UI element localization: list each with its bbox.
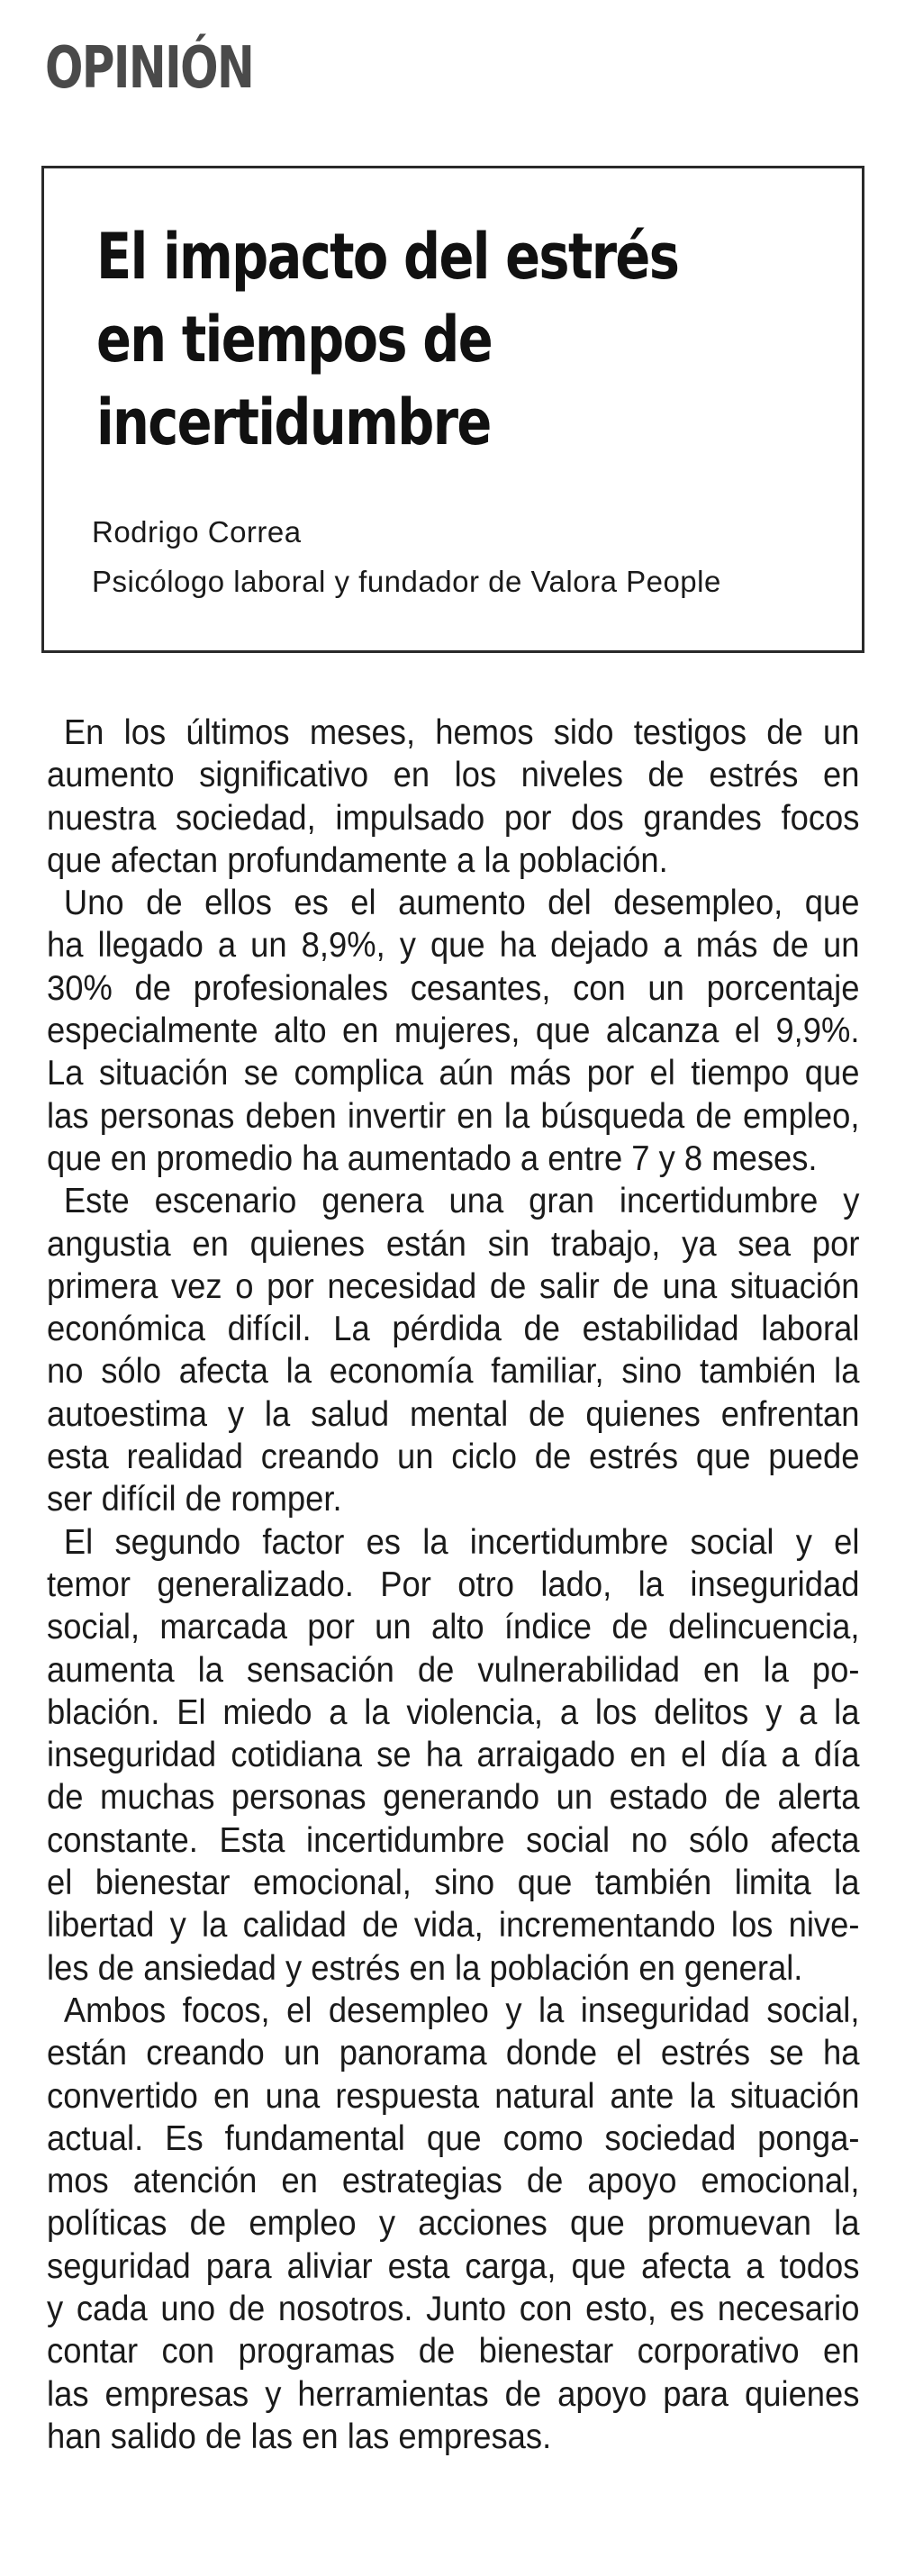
body-line: contar con programas de bienestar corporativo en [47, 2332, 860, 2372]
body-line: En los últimos meses, hemos sido testigos de un [63, 713, 860, 752]
body-line: de muchas personas generando un estado de alerta [47, 1778, 860, 1818]
body-line: inseguridad cotidiana se ha arraigado en el día a día [47, 1736, 860, 1775]
body-line: el bienestar emocional, sino que también limita la [47, 1864, 860, 1903]
article-body [47, 712, 859, 2458]
headline-line: El impacto del estrés [96, 220, 679, 294]
body-line: que en promedio ha aumentado a entre 7 y 8 meses. [47, 1138, 818, 1178]
body-line: Uno de ellos es el aumento del desempleo, que [63, 884, 860, 923]
body-line: La situación se complica aún más por el tiempo que [47, 1054, 860, 1093]
body-line: blación. El miedo a la violencia, a los delitos y a la [47, 1692, 860, 1732]
body-line: Ambos focos, el desempleo y la inseguridad social, [63, 1991, 860, 2030]
body-line: les de ansiedad y estrés en la población en general. [47, 1948, 803, 1988]
article-headline [96, 215, 761, 464]
body-line: angustia en quienes están sin trabajo, ya sea por [47, 1224, 860, 1264]
body-line: ha llegado a un 8,9%, y que ha dejado a más de un [47, 926, 860, 966]
author-name: Rodrigo Correa [92, 515, 302, 549]
section-label: OPINIÓN [45, 35, 254, 102]
body-line: las empresas y herramientas de apoyo para quienes [47, 2374, 860, 2414]
body-line: libertad y la calidad de vida, incrementando los nive- [47, 1906, 860, 1946]
headline-line: en tiempos de [96, 303, 493, 376]
body-line: El segundo factor es la incertidumbre social y el [63, 1522, 860, 1562]
body-line: primera vez o por necesidad de salir de una situación [47, 1266, 860, 1306]
body-line: seguridad para aliviar esta carga, que afecta a todos [47, 2246, 860, 2286]
author-role: Psicólogo laboral y fundador de Valora People [92, 565, 721, 598]
body-line: temor generalizado. Por otro lado, la inseguridad [47, 1565, 860, 1604]
body-line: nuestra sociedad, impulsado por dos grandes focos [47, 798, 860, 838]
body-line: económica difícil. La pérdida de estabilidad laboral [47, 1310, 860, 1349]
body-line: esta realidad creando un ciclo de estrés que puede [47, 1438, 860, 1477]
body-line: constante. Esta incertidumbre social no sólo afecta [47, 1820, 860, 1860]
body-line: aumento significativo en los niveles de estrés en [47, 756, 860, 795]
body-line: que afectan profundamente a la población. [47, 840, 668, 880]
body-line: mos atención en estrategias de apoyo emocional, [47, 2162, 860, 2201]
body-line: no sólo afecta la economía familiar, sino también la [47, 1352, 860, 1392]
body-line: actual. Es fundamental que como sociedad ponga- [47, 2118, 860, 2158]
body-line: las personas deben invertir en la búsqueda de empleo, [47, 1096, 860, 1136]
body-line: están creando un panorama donde el estrés se ha [47, 2034, 860, 2073]
body-line: autoestima y la salud mental de quienes enfrentan [47, 1394, 860, 1434]
body-line: 30% de profesionales cesantes, con un porcentaje [47, 968, 860, 1008]
body-line: políticas de empleo y acciones que promuevan la [47, 2204, 860, 2244]
body-line: han salido de las en las empresas. [47, 2417, 552, 2456]
body-line: ser difícil de romper. [47, 1480, 342, 1519]
body-line: Este escenario genera una gran incertidumbre y [63, 1182, 860, 1221]
headline-line: incertidumbre [96, 385, 491, 459]
body-line: especialmente alto en mujeres, que alcanza el 9,9%. [47, 1011, 860, 1051]
body-line: convertido en una respuesta natural ante la situación [47, 2076, 860, 2116]
body-line: social, marcada por un alto índice de delincuencia, [47, 1608, 860, 1647]
article-header-box [41, 166, 864, 653]
body-line: y cada uno de nosotros. Junto con esto, es necesario [47, 2289, 860, 2328]
body-line: aumenta la sensación de vulnerabilidad en la po- [47, 1650, 860, 1690]
